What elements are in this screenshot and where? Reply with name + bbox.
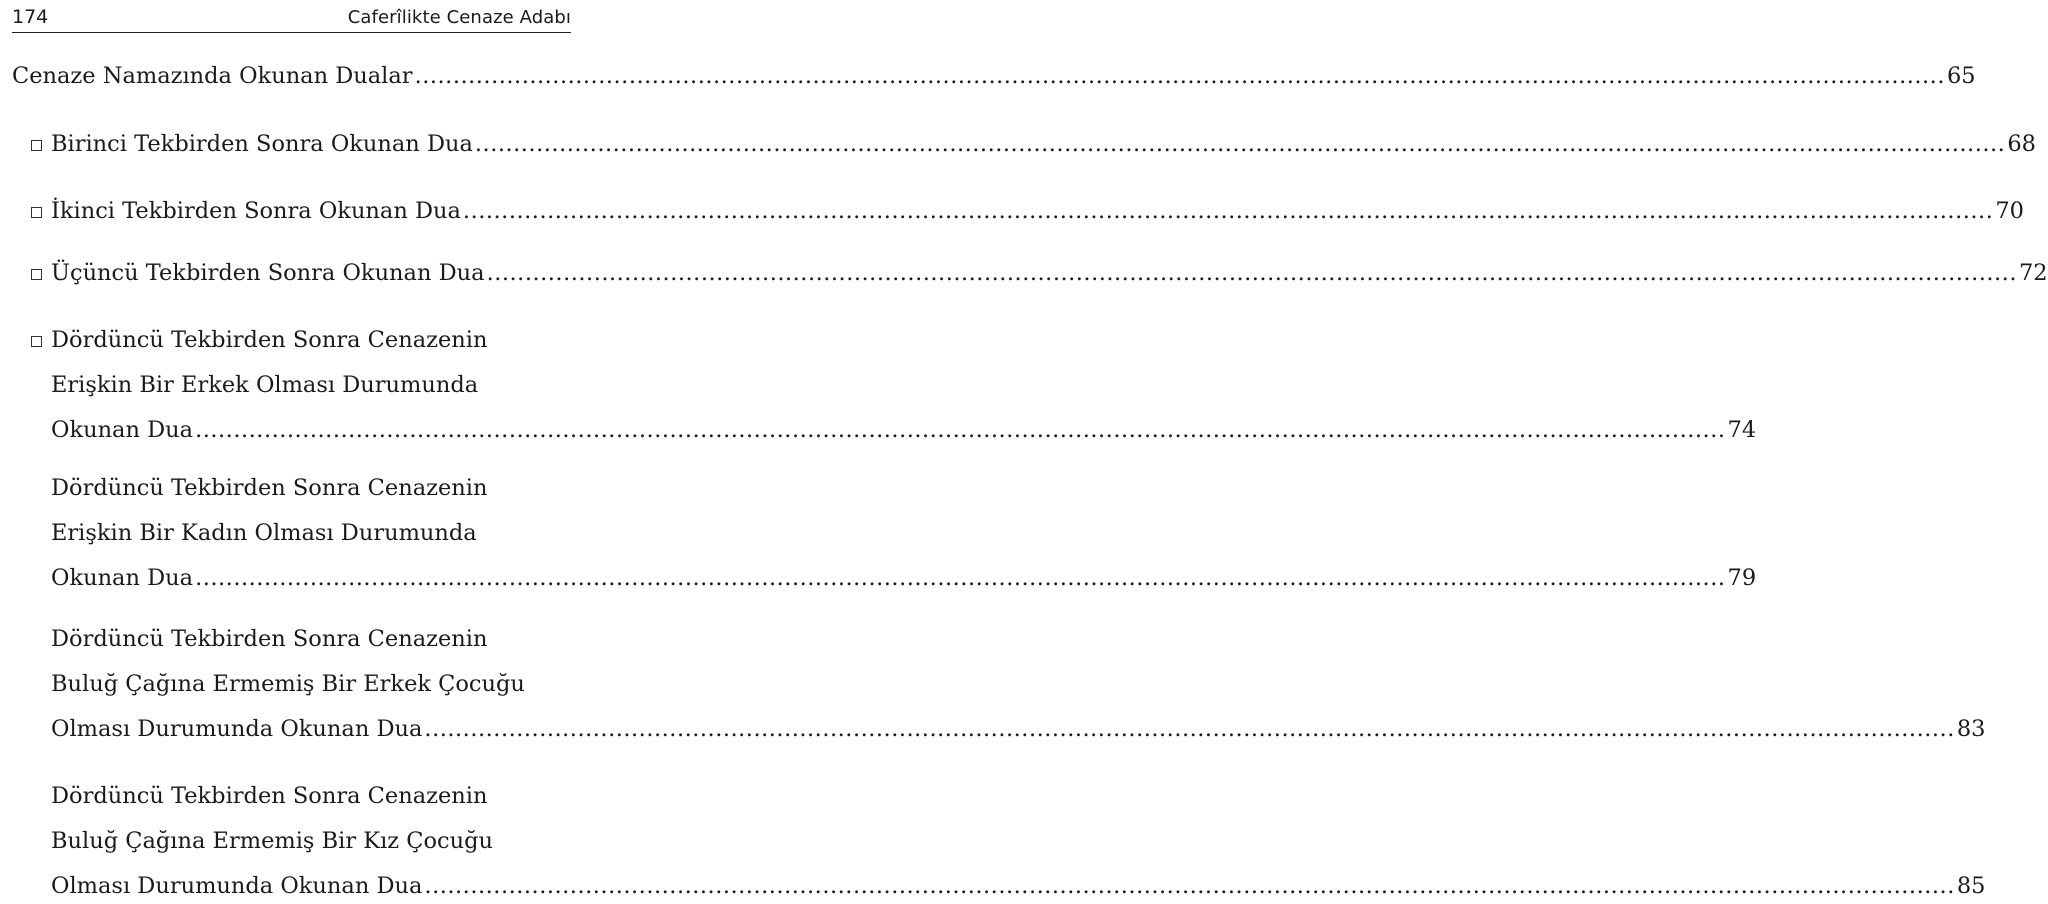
checkbox-bullet-icon: [31, 207, 42, 218]
toc-entry-line[interactable]: [51, 868, 1986, 904]
toc-entry-text: Birinci Tekbirden Sonra Okunan Dua: [51, 131, 473, 157]
toc-entry-line[interactable]: [51, 560, 1757, 596]
toc-page-number: 65: [1946, 63, 1976, 89]
toc-entry-line[interactable]: [51, 126, 2036, 162]
dot-leader: ........................................................................................................................................................................................................: [195, 417, 1726, 443]
toc-entry-line[interactable]: [51, 470, 487, 506]
toc-page-number: 83: [1956, 716, 1986, 742]
toc-entry-line[interactable]: [51, 711, 1986, 747]
toc-entry-text: Olması Durumunda Okunan Dua: [51, 873, 423, 899]
toc-entry-line[interactable]: [51, 412, 1757, 448]
toc-entry-text: Dördüncü Tekbirden Sonra Cenazenin: [51, 327, 488, 353]
dot-leader: ........................................................................................................................................................................................................: [462, 198, 1994, 224]
toc-entry-text: Cenaze Namazında Okunan Dualar: [12, 63, 413, 89]
toc-page-number: 72: [2018, 260, 2048, 286]
toc-entry-text: Dördüncü Tekbirden Sonra Cenazenin: [51, 475, 488, 501]
dot-leader: ........................................................................................................................................................................................................: [424, 716, 1955, 742]
toc-entry-text: Buluğ Çağına Ermemiş Bir Kız Çocuğu: [51, 828, 494, 854]
toc-entry-line[interactable]: [51, 367, 478, 403]
page-header: [12, 4, 571, 33]
toc-entry-line[interactable]: [51, 666, 525, 702]
toc-page-number: 74: [1727, 417, 1757, 443]
toc-entry-line[interactable]: [51, 515, 477, 551]
checkbox-bullet-icon: [31, 140, 42, 151]
toc-page-number: 70: [1995, 198, 2024, 224]
toc-entry-text: Dördüncü Tekbirden Sonra Cenazenin: [51, 783, 488, 809]
toc-page-number: 85: [1956, 873, 1986, 899]
toc-entry-text: Erişkin Bir Erkek Olması Durumunda: [51, 372, 479, 398]
checkbox-bullet-icon: [31, 336, 42, 347]
toc-entry-text: Erişkin Bir Kadın Olması Durumunda: [51, 520, 477, 546]
toc-entry-text: Buluğ Çağına Ermemiş Bir Erkek Çocuğu: [51, 671, 525, 697]
toc-entry-text: Okunan Dua: [51, 565, 194, 591]
toc-entry-line[interactable]: [51, 823, 493, 859]
toc-entry-line[interactable]: [51, 778, 487, 814]
page-number: 174: [12, 6, 49, 28]
toc-entry-line[interactable]: [51, 255, 2048, 291]
dot-leader: ........................................................................................................................................................................................................: [486, 260, 2017, 286]
toc-entry-text: İkinci Tekbirden Sonra Okunan Dua: [51, 198, 461, 224]
toc-entry-line[interactable]: [51, 193, 2024, 229]
toc-entry-line[interactable]: [51, 621, 487, 657]
running-title: Caferîlikte Cenaze Adabı: [347, 7, 571, 28]
checkbox-bullet-icon: [31, 269, 42, 280]
dot-leader: ........................................................................................................................................................................................................: [195, 565, 1726, 591]
toc-entry-text: Dördüncü Tekbirden Sonra Cenazenin: [51, 626, 488, 652]
toc-entry-text: Okunan Dua: [51, 417, 194, 443]
dot-leader: ........................................................................................................................................................................................................: [414, 63, 1945, 89]
toc-entry-text: Olması Durumunda Okunan Dua: [51, 716, 423, 742]
toc-entry-line[interactable]: [51, 322, 487, 358]
toc-entry-main[interactable]: [12, 58, 1976, 94]
dot-leader: ........................................................................................................................................................................................................: [474, 131, 2006, 157]
toc-entry-text: Üçüncü Tekbirden Sonra Okunan Dua: [51, 260, 485, 286]
toc-page-number: 79: [1727, 565, 1757, 591]
dot-leader: ........................................................................................................................................................................................................: [424, 873, 1955, 899]
toc-page-number: 68: [2007, 131, 2036, 157]
